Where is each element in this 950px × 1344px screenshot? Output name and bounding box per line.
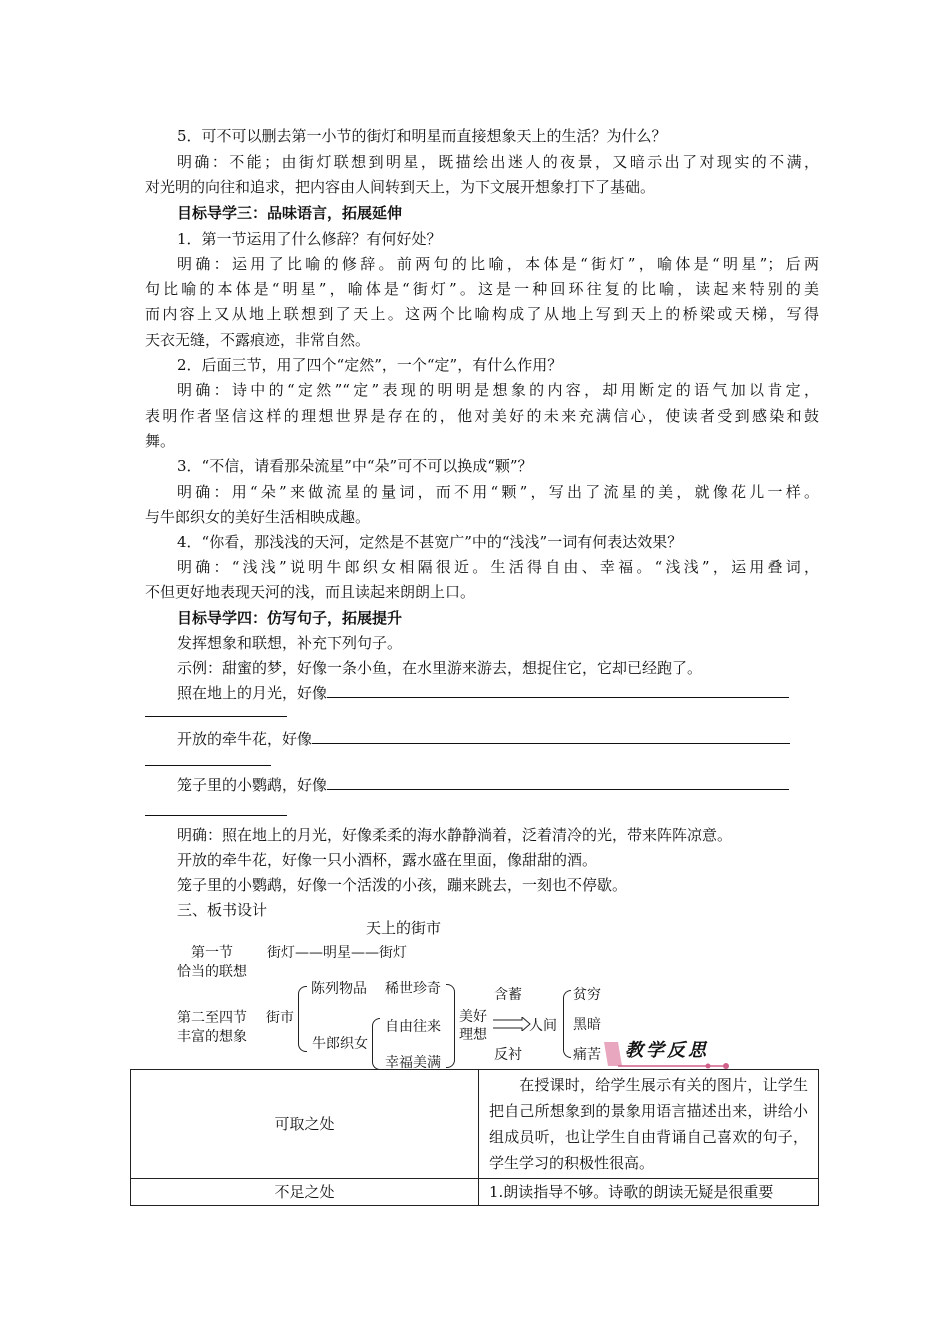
question-3-1: 1．第一节运用了什么修辞？有何好处？ [177,230,442,248]
brace-right [446,984,455,1068]
board-chain: 街灯——明星——街灯 [267,945,407,961]
reflection-table [130,1069,819,1206]
board-niulang: 牛郎织女 [312,1036,368,1052]
fill-blank-2 [312,727,790,744]
board-xishi: 稀世珍奇 [385,981,441,997]
answer-4-line1: 明确：照在地上的月光，好像柔柔的海水静静淌着，泛着清冷的光，带来阵阵凉意。 [177,826,733,844]
section-4-heading: 目标导学四：仿写句子，拓展提升 [177,609,403,627]
good-text-body: 在授课时，给学生展示有关的图片，让学生把自己所想象到的景象用语言描述出来，讲给小组成员听，也让学生自由背诵自己喜欢的句子，学生学习的积极性很高。 [489,1076,808,1172]
section-4-intro: 发挥想象和联想，补充下列句子。 [177,634,403,652]
board-heading: 三、板书设计 [177,901,268,919]
board-sec2-b: 丰富的想象 [177,1029,247,1045]
answer-3-1-line4: 天衣无缝，不露痕迹，非常自然。 [145,331,371,349]
reflection-label: 教学反思 [625,1040,709,1061]
fill-prompt-3-text: 笼子里的小鹦鹉，好像 [177,776,328,794]
board-meihao-a: 美好 [459,1009,487,1025]
board-jieshi: 街市 [266,1010,294,1026]
fill-blank-2-cont [145,765,271,766]
board-title: 天上的街市 [366,919,442,937]
board-pinqiong: 贫穷 [573,987,601,1003]
question-5: 5．可不可以删去第一小节的街灯和明星而直接想象天上的生活？为什么？ [177,127,667,145]
answer-4-line2: 开放的牵牛花，好像一只小酒杯，露水盛在里面，像甜甜的酒。 [177,851,598,869]
board-ziyou: 自由往来 [385,1019,441,1035]
board-tongku: 痛苦 [573,1047,601,1063]
fill-blank-3 [327,773,789,790]
answer-3-2-line2: 表明作者坚信这样的理想世界是存在的，他对美好的未来充满信心，使读者受到感染和鼓 [145,407,819,425]
answer-3-1-line3: 而内容上又从地上联想到了天上。这两个比喻构成了从地上写到天上的桥梁或天梯，写得 [145,305,819,323]
brace-jieshi [298,986,307,1052]
answer-5-line2: 对光明的向往和追求，把内容由人间转到天上，为下文展开想象打下了基础。 [145,178,656,196]
brace-renjian [563,990,571,1058]
table-row [131,1070,819,1179]
fill-prompt-2 [177,727,790,751]
bad-text: 1.朗读指导不够。诗歌的朗读无疑是很重要 [479,1179,819,1206]
board-heian: 黑暗 [573,1017,601,1033]
good-label: 可取之处 [131,1070,479,1179]
fill-prompt-1-text: 照在地上的月光，好像 [177,684,328,702]
fill-prompt-1 [177,681,789,705]
question-3-4: 4．“你看，那浅浅的天河，定然是不甚宽广”中的“浅浅”一词有何表达效果？ [177,533,683,551]
fill-prompt-2-text: 开放的牵牛花，好像 [177,730,313,748]
board-renjian: 人间 [529,1018,557,1034]
board-fanchen: 反衬 [494,1047,522,1063]
question-3-2: 2．后面三节，用了四个“定然”，一个“定”，有什么作用？ [177,356,563,374]
good-text [479,1070,819,1179]
answer-3-1-line1: 明确：运用了比喻的修辞。前两句的比喻，本体是“街灯”，喻体是“明星”；后两 [177,255,819,273]
fill-blank-1 [327,681,789,698]
board-chenlie: 陈列物品 [311,981,367,997]
section-4-example: 示例：甜蜜的梦，好像一条小鱼，在水里游来游去，想捉住它，它却已经跑了。 [177,659,703,677]
fill-prompt-3 [177,773,789,797]
board-xingfu: 幸福美满 [385,1055,441,1071]
answer-3-3-line2: 与牛郎织女的美好生活相映成趣。 [145,508,371,526]
brace-niulang [372,1018,380,1070]
board-sec2-a: 第二至四节 [177,1010,247,1026]
answer-3-2-line1: 明确：诗中的“定然”“定”表现的明明是想象的内容，却用断定的语气加以肯定， [177,381,819,399]
answer-4-line3: 笼子里的小鹦鹉，好像一个活泼的小孩，蹦来跳去，一刻也不停歇。 [177,876,628,894]
table-row [131,1179,819,1206]
question-3-3: 3．“不信，请看那朵流星”中“朵”可不可以换成“颗”？ [177,457,533,475]
bad-label: 不足之处 [131,1179,479,1206]
answer-5-line1: 明确：不能；由街灯联想到明星，既描绘出迷人的夜景，又暗示出了对现实的不满， [177,153,819,171]
answer-3-4-line1: 明确：“浅浅”说明牛郎织女相隔很近。生活得自由、幸福。“浅浅”，运用叠词， [177,558,819,576]
board-hanxu: 含蓄 [494,987,522,1003]
board-meihao-b: 理想 [459,1027,487,1043]
answer-3-2-line3: 舞。 [145,432,176,450]
board-sec1-b: 恰当的联想 [177,964,247,980]
section-3-heading: 目标导学三：品味语言，拓展延伸 [177,204,403,222]
fill-blank-1-cont [145,716,287,717]
double-arrow-icon [492,1017,532,1031]
answer-3-1-line2: 句比喻的本体是“明星”，喻体是“街灯”。这是一种回环往复的比喻，读起来特别的美 [145,280,819,298]
board-sec1-a: 第一节 [191,945,233,961]
fill-blank-3-cont [145,815,287,816]
answer-3-4-line2: 不但更好地表现天河的浅，而且读起来朗朗上口。 [145,583,476,601]
answer-3-3-line1: 明确：用“朵”来做流星的量词，而不用“颗”，写出了流星的美，就像花儿一样。 [177,483,819,501]
